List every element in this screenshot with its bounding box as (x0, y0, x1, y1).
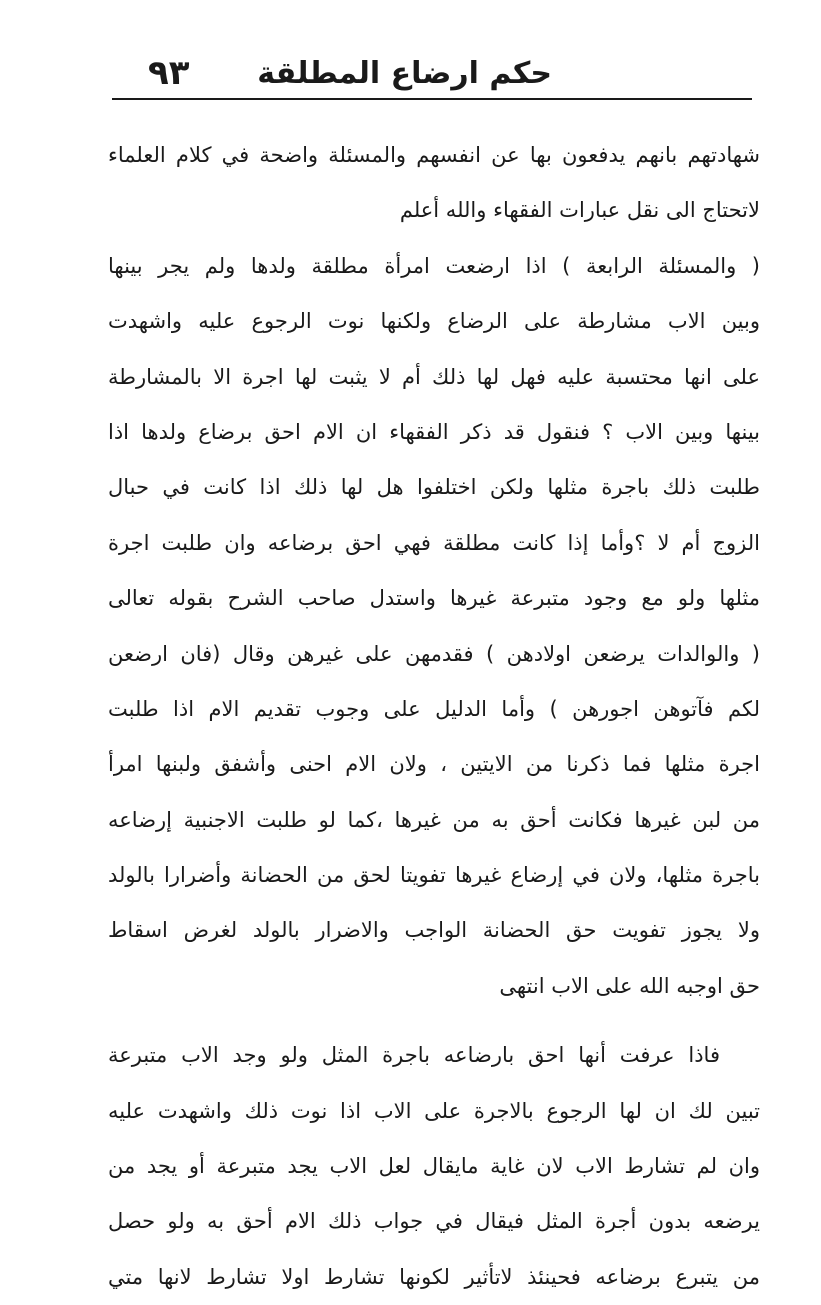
text-line: يرضعه بدون أجرة المثل فيقال في جواب ذلك الام أحق به ولو حصل (108, 1209, 760, 1234)
text-line: ( والوالدات يرضعن اولادهن ) فقدمهن على غيرهن وقال (فان ارضعن (108, 641, 760, 666)
text-line: طلبت ذلك باجرة مثلها ولكن اختلفوا هل لها ذلك اذا كانت في حبال (108, 475, 760, 500)
page-number: ٩٣ (148, 53, 190, 93)
page-header (112, 52, 752, 96)
text-line: لكم فآتوهن اجورهن ) وأما الدليل على وجوب تقديم الام اذا طلبت (108, 696, 760, 721)
header-rule (112, 98, 752, 100)
text-line: اجرة مثلها فما ذكرنا من الايتين ، ولان الام احنى وأشفق ولبنها امرأ (108, 752, 760, 777)
text-line: الزوج أم لا ؟وأما إذا كانت مطلقة فهي احق برضاعه وان طلبت اجرة (108, 530, 760, 555)
text-line: حق اوجبه الله على الاب انتهى (499, 973, 760, 998)
text-line: بينها وبين الاب ؟ فنقول قد ذكر الفقهاء ان الام احق برضاع ولدها اذا (108, 419, 760, 444)
text-line: من يتبرع برضاعه فحينئذ لاتأثير لكونها تشارط اولا تشارط لانها متي (108, 1264, 760, 1289)
text-line: وبين الاب مشارطة على الرضاع ولكنها نوت الرجوع عليه واشهدت (108, 309, 760, 334)
running-title: حكم ارضاع المطلقة (257, 56, 552, 91)
text-line: من لبن غيرها فكانت أحق به من غيرها ،كما لو طلبت الاجنبية إرضاعه (108, 807, 760, 832)
text-line: مثلها ولو مع وجود متبرعة غيرها واستدل صاحب الشرح بقوله تعالى (108, 586, 760, 611)
text-line: على انها محتسبة عليه فهل لها ذلك أم لا يثبت لها اجرة الا بالمشارطة (108, 364, 760, 389)
text-line: ولا يجوز تفويت حق الحضانة الواجب والاضرار بالولد لغرض اسقاط (108, 918, 760, 943)
text-line: وان لم تشارط الاب لان غاية مايقال لعل الاب يجد متبرعة أو يجد من (108, 1154, 760, 1179)
body-text (108, 128, 760, 1305)
text-line: شهادتهم بانهم يدفعون بها عن انفسهم والمسئلة واضحة في كلام العلماء (108, 143, 760, 167)
text-line: باجرة مثلها، ولان في إرضاع غيرها تفويتا لحق من الحضانة وأضرارا بالولد (108, 863, 760, 888)
text-line: لاتحتاج الى نقل عبارات الفقهاء والله أعلم (399, 198, 760, 223)
text-line: فاذا عرفت أنها احق بارضاعه باجرة المثل ولو وجد الاب متبرعة (108, 1043, 720, 1068)
text-line: تبين لك ان لها الرجوع بالاجرة على الاب اذا نوت ذلك واشهدت عليه (108, 1098, 760, 1123)
text-line: ( والمسئلة الرابعة ) اذا ارضعت امرأة مطلقة ولدها ولم يجر بينها (108, 253, 760, 278)
